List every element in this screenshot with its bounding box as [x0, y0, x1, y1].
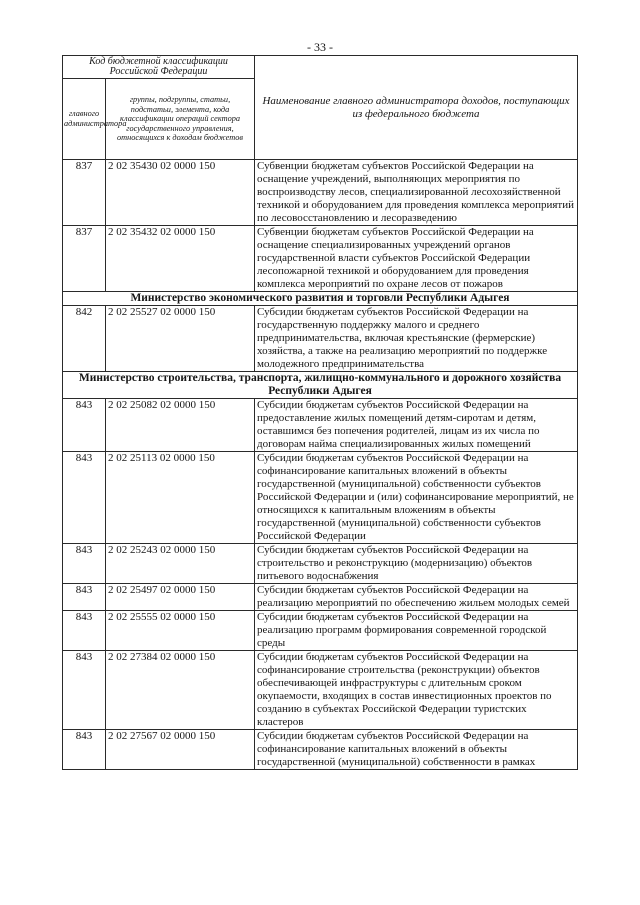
- revenue-name-cell: Субсидии бюджетам субъектов Российской Федерации на реализацию мероприятий по обеспечению жильем молодых семей: [255, 584, 578, 611]
- admin-code-cell: 843: [63, 399, 106, 452]
- revenue-name-cell: Субсидии бюджетам субъектов Российской Федерации на строительство и реконструкцию (модернизацию) объектов питьевого водоснабжения: [255, 544, 578, 584]
- table-row: [63, 544, 578, 584]
- section-row: [63, 292, 578, 306]
- header-code-group: Код бюджетной классификации Российской Федерации: [63, 56, 255, 79]
- classification-code-cell: 2 02 27384 02 0000 150: [106, 651, 255, 730]
- admin-code-cell: 843: [63, 544, 106, 584]
- header-admin-column: главного администратора: [63, 79, 106, 160]
- table-row: [63, 611, 578, 651]
- admin-code-cell: 843: [63, 611, 106, 651]
- revenue-name-cell: Субсидии бюджетам субъектов Российской Федерации на государственную поддержку малого и среднего предпринимательства, включая крестьянские (фермерские) хозяйства, а также на реализацию мероприятий по поддержке молодежного предпринимательства: [255, 306, 578, 372]
- classification-code-cell: 2 02 25082 02 0000 150: [106, 399, 255, 452]
- admin-code-cell: 843: [63, 651, 106, 730]
- admin-code-cell: 843: [63, 730, 106, 770]
- revenue-name-cell: Субсидии бюджетам субъектов Российской Федерации на софинансирование строительства (реконструкции) объектов обеспечивающей инфраструктуры с длительным сроком окупаемости, входящих в состав инвестиционных проектов по созданию в субъектах Российской Федерации туристских кластеров: [255, 651, 578, 730]
- table-row: [63, 651, 578, 730]
- classification-code-cell: 2 02 25113 02 0000 150: [106, 452, 255, 544]
- admin-code-cell: 843: [63, 452, 106, 544]
- table-row: [63, 226, 578, 292]
- classification-code-cell: 2 02 35430 02 0000 150: [106, 160, 255, 226]
- revenue-name-cell: Субвенции бюджетам субъектов Российской Федерации на оснащение специализированных учреждений органов государственной власти субъектов Российской Федерации лесопожарной техникой и оборудованием для проведения комплекса мероприятий по охране лесов от пожаров: [255, 226, 578, 292]
- admin-code-cell: 842: [63, 306, 106, 372]
- admin-code-cell: 843: [63, 584, 106, 611]
- table-row: [63, 160, 578, 226]
- section-title: Министерство строительства, транспорта, жилищно-коммунального и дорожного хозяйства Республики Адыгея: [63, 372, 578, 399]
- admin-code-cell: 837: [63, 160, 106, 226]
- classification-code-cell: 2 02 25497 02 0000 150: [106, 584, 255, 611]
- admin-code-cell: 837: [63, 226, 106, 292]
- classification-code-cell: 2 02 35432 02 0000 150: [106, 226, 255, 292]
- table-row: [63, 306, 578, 372]
- table-row: [63, 584, 578, 611]
- table-row: [63, 730, 578, 770]
- section-row: [63, 372, 578, 399]
- page-number: - 33 -: [307, 40, 333, 54]
- revenue-name-cell: Субсидии бюджетам субъектов Российской Федерации на софинансирование капитальных вложений в объекты государственной (муниципальной) собственности субъектов Российской Федерации и (или) софинансирование мероприятий, не относящихся к капитальным вложениям в объекты государственной (муниципальной) собственности субъектов Российской Федерации: [255, 452, 578, 544]
- revenue-name-cell: Субвенции бюджетам субъектов Российской Федерации на оснащение учреждений, выполняющих мероприятия по воспроизводству лесов, специализированной лесохозяйственной техникой и оборудованием для проведения комплекса мероприятий по лесовосстановлению и лесоразведению: [255, 160, 578, 226]
- header-group-column: группы, подгруппы, статьи, подстатьи, элемента, кода классификации операций сектора государственного управления, относящихся к доходам бюджетов: [106, 79, 255, 160]
- section-title: Министерство экономического развития и торговли Республики Адыгея: [63, 292, 578, 306]
- budget-classification-table: [62, 55, 578, 770]
- table-row: [63, 452, 578, 544]
- classification-code-cell: 2 02 27567 02 0000 150: [106, 730, 255, 770]
- header-name-column: Наименование главного администратора доходов, поступающих из федерального бюджета: [255, 56, 578, 160]
- classification-code-cell: 2 02 25555 02 0000 150: [106, 611, 255, 651]
- revenue-name-cell: Субсидии бюджетам субъектов Российской Федерации на предоставление жилых помещений детям-сиротам и детям, оставшимся без попечения родителей, лицам из их числа по договорам найма специализированных жилых помещений: [255, 399, 578, 452]
- classification-code-cell: 2 02 25243 02 0000 150: [106, 544, 255, 584]
- classification-code-cell: 2 02 25527 02 0000 150: [106, 306, 255, 372]
- table-body: [63, 160, 578, 770]
- revenue-name-cell: Субсидии бюджетам субъектов Российской Федерации на реализацию программ формирования современной городской среды: [255, 611, 578, 651]
- revenue-name-cell: Субсидии бюджетам субъектов Российской Федерации на софинансирование капитальных вложений в объекты государственной (муниципальной) собственности в рамках: [255, 730, 578, 770]
- table-row: [63, 399, 578, 452]
